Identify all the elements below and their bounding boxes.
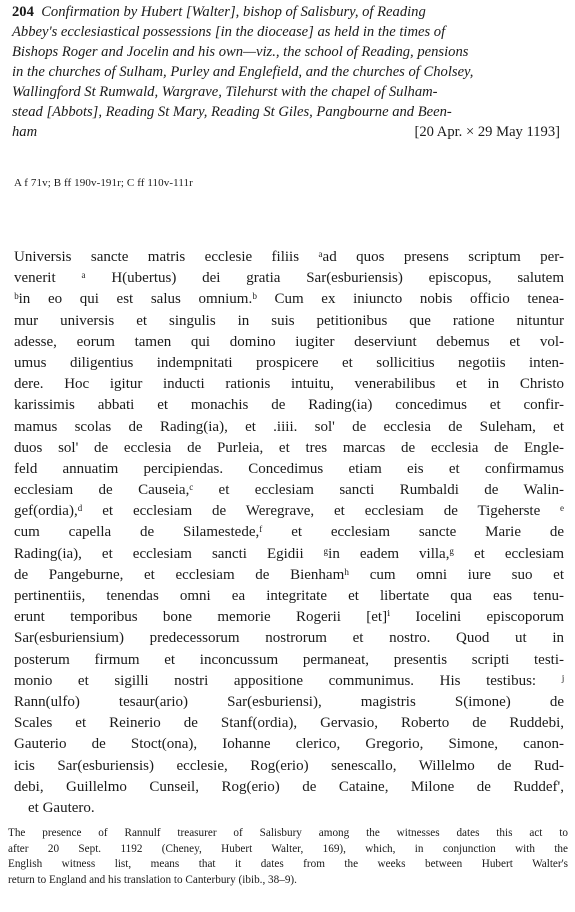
charter-text-line: pertinentiis, tenendas omni ea integritate et libertate qua eas tenu- [14, 588, 564, 604]
charter-text-line: debi, Guillelmo Cunseil, Rog(erio) de Cataine, Milone de Ruddef', [14, 778, 564, 795]
heading-line-text: ham [12, 124, 38, 140]
heading-line-6: stead [Abbots], Reading St Mary, Reading St Giles, Pangbourne and Been- [12, 104, 452, 120]
charter-text-line: Scales et Reinerio de Stanf(ordia), Gervasio, Roberto de Ruddebi, [14, 715, 564, 732]
charter-text-line: karissimis abbati et monachis de Rading(ia) concedimus et confir- [14, 397, 564, 414]
heading-line-1 [12, 2, 560, 22]
charter-text-line: venerit ᵃ H(ubertus) dei gratia Sar(esburiensis) episcopus, salutem [14, 270, 564, 287]
heading-line-4: in the churches of Sulham, Purley and Englefield, and the churches of Cholsey, [12, 64, 474, 80]
heading-line-text: Confirmation by Hubert [Walter], bishop of Salisbury, of Reading [41, 4, 426, 20]
charter-text-line: umus diligentius indempnitati prospicere et sollicitius negotiis inten- [14, 354, 564, 371]
charter-text-line: Sar(esburiensium) predecessorum nostrorum et nostro. Quod ut in [14, 630, 564, 647]
charter-text-line: feld annuatim percipiendas. Concedimus etiam eis et confirmamus [14, 460, 564, 477]
charter-text-line: erunt temporibus bone memorie Rogerii [et]ⁱ Iocelini episcoporum [14, 609, 564, 626]
note-line: The presence of Rannulf treasurer of Salisbury among the witnesses dates this act to [8, 827, 568, 839]
note-line: after 20 Sept. 1192 (Cheney, Hubert Walter, 169), which, in conjunction with the [8, 842, 568, 855]
charter-text-line: duos sol' de ecclesia de Purleia, et tres marcas de ecclesia de Engle- [14, 439, 564, 456]
note-line: return to England and his translation to Canterbury (ibib., 38–9). [8, 873, 297, 886]
charter-number: 204 [12, 4, 34, 20]
charter-text-line: et Gautero. [28, 799, 95, 816]
charter-text-line: cum capella de Silamestede,ᶠ et ecclesiam sancte Marie de [14, 524, 564, 541]
charter-text-line: mur universis et singulis in suis petitionibus que ratione nituntur [14, 312, 564, 329]
charter-text-line: adesse, eorum tamen qui domino iugiter deserviunt debemus et vol- [14, 333, 564, 350]
charter-text-line: posterum firmum et inconcussum permaneat, presentis scripti testi- [14, 651, 564, 668]
charter-text-line: Universis sancte matris ecclesie filiis ᵃad quos presens scriptum per- [14, 249, 564, 265]
charter-text-line: gef(ordia),ᵈ et ecclesiam de Weregrave, et ecclesiam de Tigeherste ᵉ [14, 503, 564, 520]
heading-line-7 [12, 122, 560, 142]
charter-text-line: dere. Hoc igitur inducti rationis intuitu, venerabilibus et in Christo [14, 376, 564, 393]
charter-text-line: ecclesiam de Causeia,ᶜ et ecclesiam sancti Rumbaldi de Walin- [14, 482, 564, 499]
charter-heading [12, 2, 560, 142]
charter-date: [20 Apr. × 29 May 1193] [414, 124, 560, 140]
charter-text-line: Gauterio de Stoct(ona), Iohanne clerico, Gregorio, Simone, canon- [14, 736, 564, 753]
charter-text-line: ᵇin eo qui est salus omnium.ᵇ Cum ex iniuncto nobis officio tenea- [14, 291, 564, 308]
charter-text-line: mamus scolas de Rading(ia), et .iiii. sol' de ecclesia de Suleham, et [14, 418, 564, 435]
heading-line-3: Bishops Roger and Jocelin and his own—viz., the school of Reading, pensions [12, 44, 469, 60]
note-line: English witness list, means that it dates from the weeks between Hubert Walter's [8, 858, 568, 871]
charter-text-line: icis Sar(esburiensis) ecclesie, Rog(erio) senescallo, Willelmo de Rud- [14, 757, 564, 774]
charter-text-line: de Pangeburne, et ecclesiam de Bienhamʰ cum omni iure suo et [14, 566, 564, 583]
charter-text-line: monio et sigilli nostri appositione communimus. His testibus: ʲ [14, 672, 564, 689]
editorial-note [8, 826, 568, 888]
charter-text-line: Rann(ulfo) tesaur(ario) Sar(esburiensi), magistris S(imone) de [14, 693, 564, 710]
heading-line-2: Abbey's ecclesiastical possessions [in the diocease] as held in the times of [12, 24, 446, 40]
heading-line-5: Wallingford St Rumwald, Wargrave, Tilehurst with the chapel of Sulham- [12, 84, 438, 100]
manuscript-sources: A f 71v; B ff 190v-191r; C ff 110v-111r [14, 177, 193, 189]
charter-text [14, 247, 564, 819]
charter-text-line: Rading(ia), et ecclesiam sancti Egidii ᵍin eadem villa,ᵍ et ecclesiam [14, 545, 564, 562]
